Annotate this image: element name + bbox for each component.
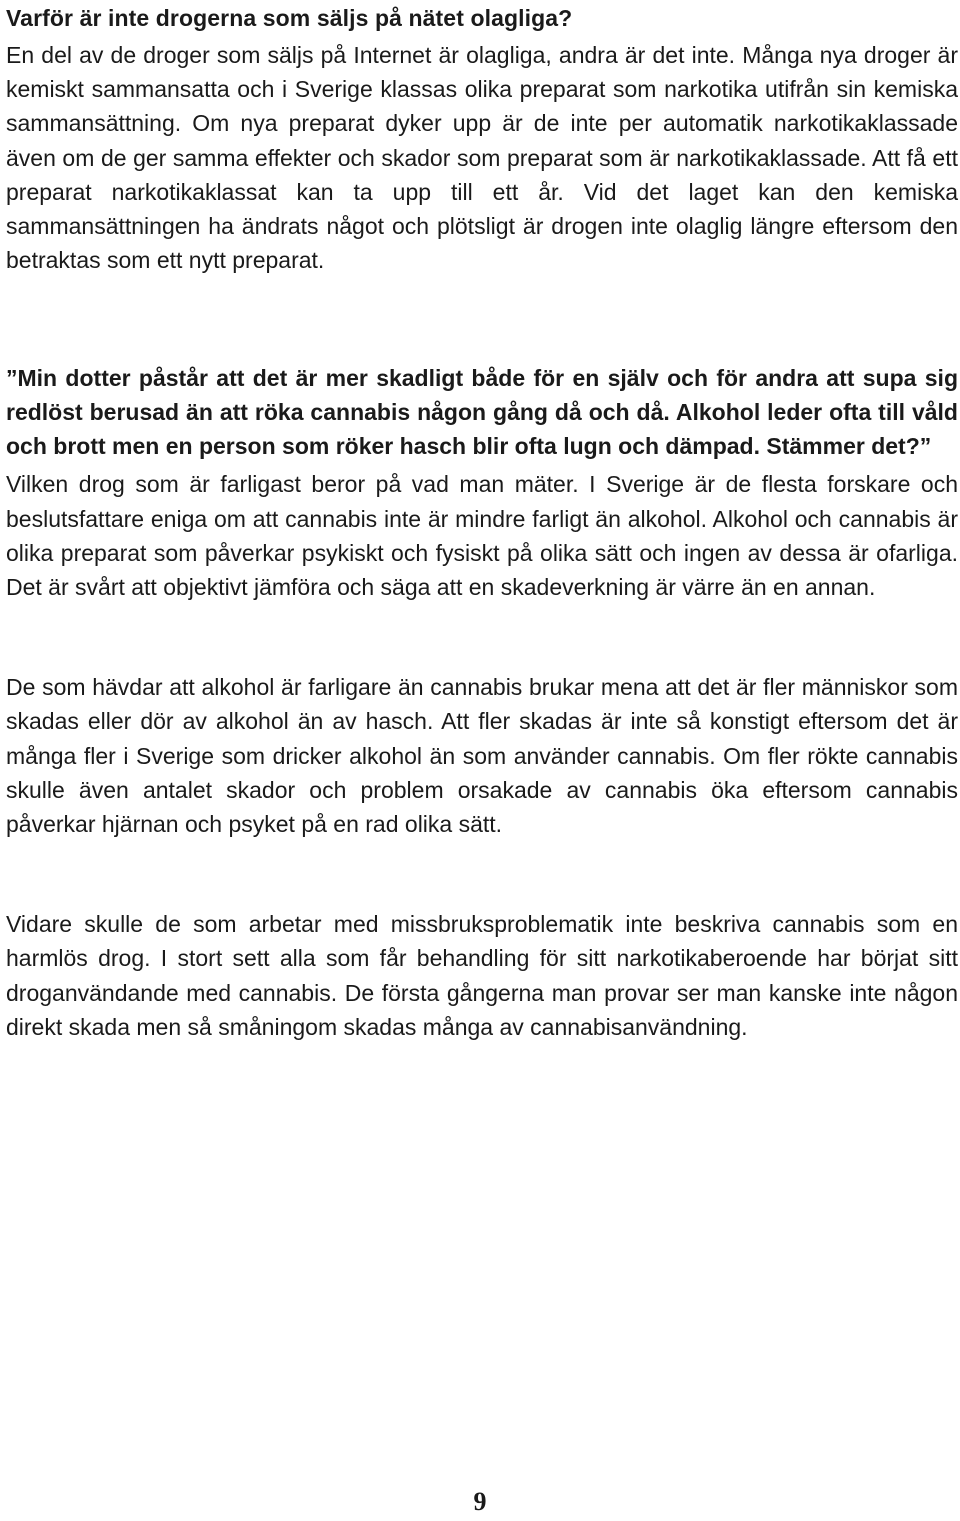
reader-question-quote: ”Min dotter påstår att det är mer skadligt både för en själv och för andra att supa sig redlöst berusad än att röka cannabis någon gång då och då. Alkohol leder ofta till våld och brott men en person som röker hasch blir ofta lugn och dämpad. Stämmer det?” [6, 365, 958, 460]
paragraph-intro: En del av de droger som säljs på Internet är olagliga, andra är det inte. Många nya droger är kemiskt sammansatta och i Sverige klassas olika preparat som narkotika utifrån sin kemiska sammansättning. Om nya preparat dyker upp är de inte per automatik narkotikaklassade även om de ger samma effekter och skador som preparat som är narkotikaklassade. Att få ett preparat narkotikaklassat kan ta upp till ett år. Vid det laget kan den kemiska sammansättningen ha ändrats något och plötsligt är drogen inte olaglig längre eftersom den betraktas som ett nytt preparat. [6, 42, 958, 274]
paragraph-treatment: Vidare skulle de som arbetar med missbruksproblematik inte beskriva cannabis som en harmlös drog. I stort sett alla som får behandling för sitt narkotikaberoende har börjat sitt droganvändande med cannabis. De första gångerna man provar ser man kanske inte någon direkt skada men så småningom skadas många av cannabisanvändning. [6, 911, 958, 1040]
paragraph-answer: Vilken drog som är farligast beror på vad man mäter. I Sverige är de flesta forskare och beslutsfattare eniga om att cannabis inte är mindre farligt än alkohol. Alkohol och cannabis är olika preparat som påverkar psykiskt och fysiskt på olika sätt och ingen av dessa är ofarliga. Det är svårt att objektivt jämföra och säga att en skadeverkning är värre än en annan. [6, 471, 958, 601]
section-heading: Varför är inte drogerna som säljs på nätet olagliga? [6, 5, 573, 31]
paragraph-alcohol-vs-cannabis: De som hävdar att alkohol är farligare än cannabis brukar mena att det är fler människor som skadas eller dör av alkohol än av hasch. Att fler skadas är inte så konstigt eftersom det är många fler i Sverige som dricker alkohol än som använder cannabis. Om fler rökte cannabis skulle även antalet skador och problem orsakade av cannabis öka eftersom cannabis påverkar hjärnan och psyket på en rad olika sätt. [6, 674, 958, 838]
document-page [6, 0, 958, 1044]
page-number: 9 [473, 1487, 487, 1516]
